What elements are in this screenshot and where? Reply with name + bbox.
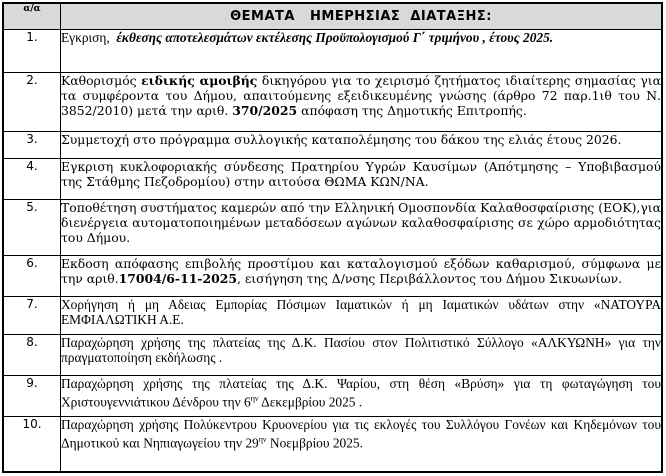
item-text [61,417,662,472]
item-text-part: δικηγόρου για το χειρισμό ζητήματος ιδιαίτερης σημασίας για τα συμφέροντα του Δήμου, απαιτούμενης εξειδικευμένης γνώσης (άρθρο 72 παρ.1ιθ του Ν. 3852/2010) μετά την αριθ. [61,73,662,118]
agenda-row-5 [4,200,662,256]
item-text [61,30,662,73]
item-text-bold: ειδικής αμοιβής [141,73,258,88]
item-text-part: Εκδοση απόφασης επιβολής προστίμου και καταλογισμού εξόδων καθαρισμού, σύμφωνα με την αριθ. [61,256,661,286]
agenda-row-2 [4,73,662,132]
agenda-table [3,3,662,472]
item-text [61,376,662,417]
agenda-row-8 [4,335,662,376]
item-text: Συμμετοχή στο πρόγραμμα συλλογικής καταπολέμησης του δάκου της ελιάς έτους 2026. [61,132,662,159]
header-row [4,4,662,30]
agenda-sheet [2,2,663,473]
item-text-bold: 17004/6-11-2025 [118,271,237,286]
item-text-bold: 370/2025 [232,103,298,118]
item-text-part: , εισήγηση της Δ/νσης Περιβάλλοντος του Δήμου Σικυωνίων. [236,271,623,286]
item-number: 6. [4,256,61,297]
agenda-row-3 [4,132,662,159]
item-number: 1. [4,30,61,73]
item-text: Χορήγηση ή μη Αδειας Εμπορίας Πόσιμων Ιαματικών ή μη Ιαματικών υδάτων στην «ΝΑΤΟΥΡΑ ΕΜΦΙΑΛΩΤΙΚΗ Α.Ε. [61,297,662,335]
item-text-part: Παραχώρηση χρήσης της πλατείας της Δ.Κ. Ψαρίου, στη θέση «Βρύση» για τη φωταγώγηση του Χριστουγεννιάτικου Δένδρου την 6 [61,376,661,410]
item-text: Παραχώρηση χρήσης της πλατείας της Δ.Κ. Πασίου στον Πολιτιστικό Σύλλογο «ΑΛΚΥΩΝΗ» για την πραγματοποίηση εκδήλωσης . [61,335,662,376]
item-text-part: Νοεμβρίου 2025. [266,435,363,451]
item-text-part: Καθορισμός [61,73,142,88]
agenda-row-1 [4,30,662,73]
item-text-part: Παραχώρηση χρήσης Πολύκεντρου Κρυονερίου για τις εκλογές του Συλλόγου Γονέων και Κηδεμόνων του Δημοτικού και Νηπιαγωγείου την 29 [61,417,661,451]
item-number: 5. [4,200,61,256]
number-column-header: α/α [4,4,61,30]
agenda-row-6 [4,256,662,297]
item-number: 4. [4,159,61,200]
item-text: Εγκριση κυκλοφοριακής σύνδεσης Πρατηρίου Υγρών Καυσίμων (Απότμησης – Υποβιβασμού της Στάθμης Πεζοδρομίου) στην αιτούσα ΘΩΜΑ ΚΩΝ/ΝΑ. [61,159,662,200]
agenda-row-10 [4,417,662,472]
ordinal-superscript: ην [250,394,259,403]
agenda-row-4 [4,159,662,200]
agenda-row-7 [4,297,662,335]
item-text [61,256,662,297]
item-text-part: Δεκεμβρίου 2025 . [258,394,363,410]
item-text: Τοποθέτηση συστήματος καμερών από την Ελληνική Ομοσπονδία Καλαθοσφαίρισης (ΕΟΚ),για διενέργεια αυτοματοποιημένων μεταδόσεων αγώνων καλαθοσφαίρισης σε χώρο αρμοδιότητας του Δήμου. [61,200,662,256]
item-text-part: απόφαση της Δημοτικής Επιτροπής. [297,103,527,118]
item-number: 10. [4,417,61,472]
item-number: 2. [4,73,61,132]
item-number: 3. [4,132,61,159]
agenda-title: ΘΕΜΑΤΑ ΗΜΕΡΗΣΙΑΣ ΔΙΑΤΑΞΗΣ: [61,4,662,30]
item-text-bold-italic: έκθεσης αποτελεσμάτων εκτέλεσης Προϋπολογισμού Γ΄ τριμήνου , έτους 2025. [116,30,554,45]
item-number: 9. [4,376,61,417]
item-number: 7. [4,297,61,335]
agenda-row-9 [4,376,662,417]
item-text-part: Εγκριση, [61,30,117,45]
item-number: 8. [4,335,61,376]
ordinal-superscript: ην [258,435,267,444]
item-text [61,73,662,132]
